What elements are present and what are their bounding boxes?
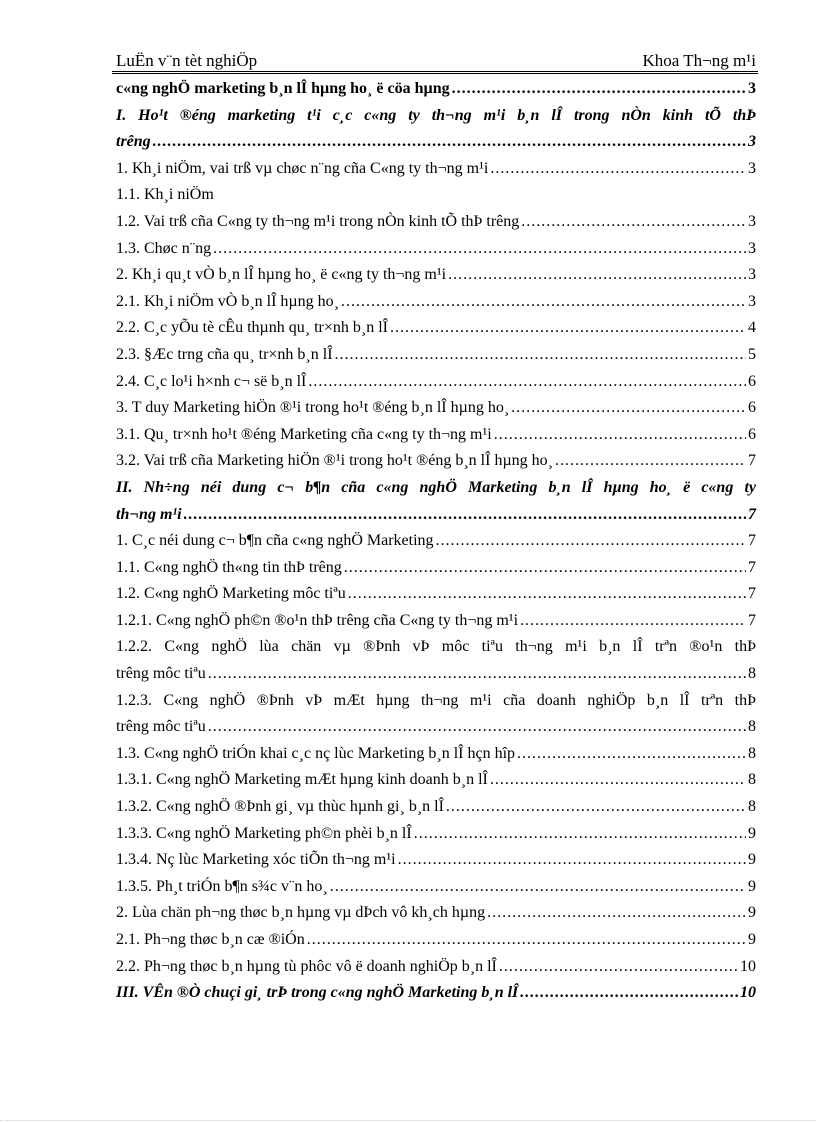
toc-page-number: 9 xyxy=(748,904,756,922)
toc-entry-title: 1.2. Vai trß cña C«ng ty th¬ng m¹i trong nÒn kinh tÕ thÞ trêng xyxy=(116,212,520,230)
toc-leader-dots xyxy=(511,395,746,422)
toc-entry xyxy=(116,794,756,821)
toc-entry xyxy=(116,900,756,927)
toc-entry xyxy=(116,209,756,236)
toc-page-number: 8 xyxy=(748,744,756,762)
toc-entry xyxy=(116,954,756,981)
toc-entry-title: 2. Kh¸i qu¸t vÒ b¸n lÎ hµng ho¸ ë c«ng ty th¬ng m¹i xyxy=(116,266,447,284)
toc-entry xyxy=(116,980,756,1007)
toc-entry-title: 1.2.1. C«ng nghÖ ph©n ®o¹n thÞ trêng cña C«ng ty th¬ng m¹i xyxy=(116,611,519,629)
toc-page-number: 7 xyxy=(748,452,756,470)
toc-leader-dots xyxy=(348,581,746,608)
toc-entry xyxy=(116,608,756,635)
toc-entry-title-continued: trêng môc tiªu xyxy=(116,665,206,683)
toc-page-number: 3 xyxy=(748,292,756,310)
toc-leader-dots xyxy=(153,129,746,156)
toc-entry-title: 2.1. Ph¬ng thøc b¸n cæ ®iÓn xyxy=(116,931,305,948)
toc-leader-dots xyxy=(490,767,746,794)
toc-entry xyxy=(116,847,756,874)
toc-page-number: 6 xyxy=(748,372,756,390)
toc-page-number: 6 xyxy=(748,399,756,417)
toc-leader-dots xyxy=(520,608,746,635)
toc-page-number: 6 xyxy=(748,425,756,443)
toc-leader-dots xyxy=(307,927,746,954)
toc-entry xyxy=(116,103,756,156)
toc-entry-title: 2.2. Ph¬ng thøc b¸n hµng tù phôc vô ë doanh nghiÖp b¸n lÎ xyxy=(116,957,497,975)
table-of-contents xyxy=(116,76,756,1007)
toc-leader-dots xyxy=(446,794,746,821)
toc-page-number: 7 xyxy=(748,505,756,523)
toc-page-number: 10 xyxy=(740,957,756,975)
toc-page-number: 7 xyxy=(748,611,756,629)
toc-entry-title: 2.3. §Æc trng cña qu¸ tr×nh b¸n lÎ xyxy=(116,345,333,363)
toc-entry-title: 1.2.2. C«ng nghÖ lùa chän vµ ®Þnh vÞ môc tiªu th¬ng m¹i b¸n lÎ trªn ®o¹n thÞ xyxy=(116,638,756,656)
toc-entry xyxy=(116,555,756,582)
toc-entry-title: 1.3.3. C«ng nghÖ Marketing ph©n phèi b¸n lÎ xyxy=(116,824,412,842)
header-divider xyxy=(112,71,758,74)
toc-leader-dots xyxy=(208,661,746,688)
toc-page-number: 9 xyxy=(748,824,756,842)
toc-entry-title: 3.2. Vai trß cña Marketing hiÖn ®¹i trong ho¹t ®éng b¸n lÎ hµng ho¸ xyxy=(116,452,553,470)
toc-entry-title: 1.3. Chøc n¨ng xyxy=(116,239,212,257)
toc-page-number: 8 xyxy=(748,798,756,816)
toc-entry xyxy=(116,927,756,954)
toc-page-number: 8 xyxy=(748,771,756,789)
toc-page-number: 3 xyxy=(748,80,756,97)
toc-page-number: 9 xyxy=(748,931,756,948)
toc-entry xyxy=(116,182,756,209)
toc-entry xyxy=(116,236,756,263)
toc-entry-title: 1.1. Kh¸i niÖm xyxy=(116,186,214,204)
toc-page-number: 7 xyxy=(748,532,756,550)
toc-entry xyxy=(116,448,756,475)
toc-page-number: 3 xyxy=(748,133,756,151)
toc-entry-title: 2.1. Kh¸i niÖm vÒ b¸n lÎ hµng ho¸ xyxy=(116,292,339,310)
toc-leader-dots xyxy=(398,847,746,874)
toc-entry-title: 2.4. C¸c lo¹i h×nh c¬ së b¸n lÎ xyxy=(116,372,307,390)
header-thesis-title: LuËn v¨n tèt nghiÖp xyxy=(116,51,258,70)
toc-entry-title: 1.3.1. C«ng nghÖ Marketing mÆt hµng kinh doanh b¸n lÎ xyxy=(116,771,488,789)
toc-entry xyxy=(116,156,756,183)
toc-entry-title: 2.2. C¸c yÕu tè cÊu thµnh qu¸ tr×nh b¸n lÎ xyxy=(116,319,388,337)
toc-entry-title: II. Nh÷ng néi dung c¬ b¶n cña c«ng nghÖ Marketing b¸n lÎ hµng ho¸ ë c«ng ty xyxy=(116,478,756,496)
toc-page-number: 9 xyxy=(748,851,756,869)
toc-page-number: 3 xyxy=(748,212,756,230)
toc-entry-title: 3. T duy Marketing hiÖn ®¹i trong ho¹t ®éng b¸n lÎ hµng ho¸ xyxy=(116,399,510,417)
toc-entry-title: 1.2.3. C«ng nghÖ ®Þnh vÞ mÆt hµng th¬ng m¹i cña doanh nghiÖp b¸n lÎ trªn thÞ xyxy=(116,691,756,709)
page-header xyxy=(116,46,756,72)
toc-entry xyxy=(116,821,756,848)
toc-leader-dots xyxy=(436,528,746,555)
toc-leader-dots xyxy=(330,874,746,901)
toc-entry xyxy=(116,475,756,528)
toc-entry xyxy=(116,688,756,741)
toc-entry xyxy=(116,395,756,422)
toc-leader-dots xyxy=(494,422,746,449)
toc-entry xyxy=(116,76,756,103)
toc-entry-title: 2. Lùa chän ph¬ng thøc b¸n hµng vµ dÞch vô kh¸ch hµng xyxy=(116,904,486,922)
toc-entry-title-continued: trêng môc tiªu xyxy=(116,718,206,736)
toc-entry xyxy=(116,262,756,289)
toc-page-number: 3 xyxy=(748,159,756,177)
toc-entry xyxy=(116,528,756,555)
toc-entry-title: I. Ho¹t ®éng marketing t¹i c¸c c«ng ty th¬ng m¹i b¸n lÎ trong nÒn kinh tÕ thÞ xyxy=(116,106,756,124)
toc-entry-title: 1.3.5. Ph¸t triÓn b¶n s¾c v¨n ho¸ xyxy=(116,877,328,895)
toc-leader-dots xyxy=(520,980,738,1007)
toc-entry xyxy=(116,342,756,369)
toc-entry-title: 1.3.4. Nç lùc Marketing xóc tiÕn th¬ng m¹i xyxy=(116,851,396,869)
toc-entry xyxy=(116,422,756,449)
toc-leader-dots xyxy=(517,741,746,768)
toc-entry-title: 1.2. C«ng nghÖ Marketing môc tiªu xyxy=(116,585,346,603)
toc-entry-title-continued: th¬ng m¹i xyxy=(116,505,182,523)
toc-page-number: 8 xyxy=(748,718,756,736)
toc-entry-title: 1.3. C«ng nghÖ triÓn khai c¸c nç lùc Marketing b¸n lÎ hçn hîp xyxy=(116,744,516,762)
toc-page-number: 10 xyxy=(740,984,756,1002)
toc-entry-title: 1. C¸c néi dung c¬ b¶n cña c«ng nghÖ Marketing xyxy=(116,532,434,550)
toc-leader-dots xyxy=(208,714,746,741)
toc-leader-dots xyxy=(490,156,746,183)
toc-entry xyxy=(116,581,756,608)
toc-leader-dots xyxy=(341,289,746,316)
toc-leader-dots xyxy=(448,262,746,289)
toc-leader-dots xyxy=(335,342,746,369)
toc-page-number: 5 xyxy=(748,345,756,363)
toc-page-number: 9 xyxy=(748,877,756,895)
toc-page-number: 3 xyxy=(748,266,756,284)
toc-leader-dots xyxy=(184,502,746,529)
toc-page-number: 7 xyxy=(748,558,756,576)
header-faculty-name: Khoa Th¬ng m¹i xyxy=(642,51,756,70)
toc-entry-title: 3.1. Qu¸ tr×nh ho¹t ®éng Marketing cña c«ng ty th¬ng m¹i xyxy=(116,425,492,443)
toc-leader-dots xyxy=(499,954,738,981)
toc-entry xyxy=(116,289,756,316)
toc-entry-title: 1.3.2. C«ng nghÖ ®Þnh gi¸ vµ thùc hµnh gi¸ b¸n lÎ xyxy=(116,798,444,816)
toc-entry xyxy=(116,369,756,396)
toc-entry xyxy=(116,767,756,794)
toc-entry-title: 1.1. C«ng nghÖ th«ng tin thÞ trêng xyxy=(116,558,342,576)
page-bottom-edge xyxy=(0,1120,816,1121)
toc-entry xyxy=(116,741,756,768)
toc-page-number: 3 xyxy=(748,239,756,257)
toc-leader-dots xyxy=(344,555,746,582)
toc-entry xyxy=(116,315,756,342)
toc-entry-title-continued: trêng xyxy=(116,133,151,151)
toc-leader-dots xyxy=(213,236,746,263)
toc-page-number: 8 xyxy=(748,665,756,683)
toc-entry-title: 1. Kh¸i niÖm, vai trß vµ chøc n¨ng cña C«ng ty th¬ng m¹i xyxy=(116,159,489,177)
toc-entry-title: III. VÊn ®Ò chuçi gi¸ trÞ trong c«ng nghÖ Marketing b¸n lÎ xyxy=(116,984,519,1002)
toc-entry xyxy=(116,634,756,687)
toc-leader-dots xyxy=(487,900,746,927)
toc-leader-dots xyxy=(308,369,746,396)
toc-page-number: 4 xyxy=(748,319,756,337)
toc-leader-dots xyxy=(390,315,746,342)
toc-leader-dots xyxy=(414,821,746,848)
toc-leader-dots xyxy=(521,209,746,236)
toc-page-number: 7 xyxy=(748,585,756,603)
toc-leader-dots xyxy=(452,76,746,103)
toc-leader-dots xyxy=(555,448,746,475)
toc-entry xyxy=(116,874,756,901)
toc-entry-title: c«ng nghÖ marketing b¸n lÎ hµng ho¸ ë cöa hµng xyxy=(116,80,450,97)
